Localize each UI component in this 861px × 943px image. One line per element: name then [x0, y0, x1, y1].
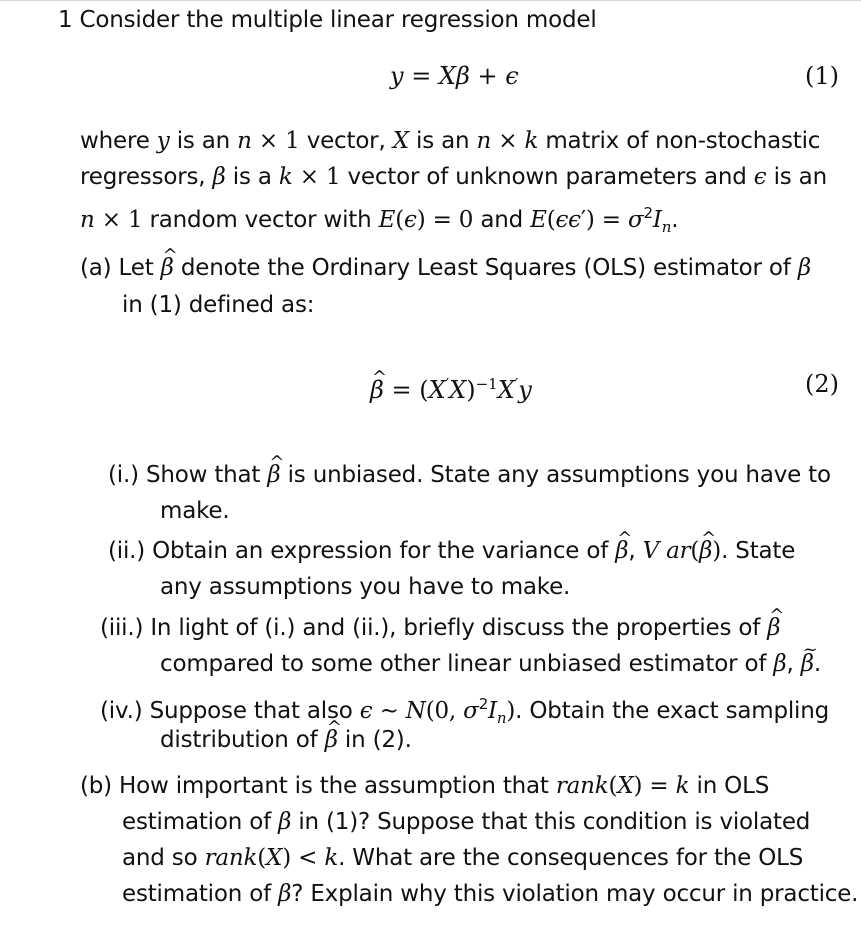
part-b-line-2: estimation of β in (1)? Suppose that this condition is violated: [122, 809, 811, 835]
part-b-line-3: and so rank(X) < k. What are the consequences for the OLS: [122, 845, 804, 871]
part-iv-line-1: (iv.) Suppose that also ϵ ∼ N(0, $\sigma^2I_n$). Obtain the exact sampling: [100, 695, 830, 727]
part-b-line-1: (b) How important is the assumption that rank(X) = k in OLS: [80, 773, 770, 799]
description-line-1: where y is an n × 1 vector, X is an n × k matrix of non-stochastic: [80, 128, 821, 154]
question-intro: 1 Consider the multiple linear regression model: [58, 7, 597, 33]
equation-1: y = Xβ + ϵ: [390, 62, 519, 90]
part-iv-line-2: distribution of ^ β in (2).: [160, 722, 412, 758]
part-i-line-1: (i.) Show that ^ β is unbiased. State any assumptions you have to: [108, 457, 831, 493]
equation-2: ^ $\beta = (X'X)^{-1}X'y$: [370, 366, 532, 408]
part-a-line-1: (a) Let ^ β denote the Ordinary Least Squares (OLS) estimator of β: [80, 250, 811, 286]
part-i-line-2: make.: [160, 498, 230, 524]
description-line-3: n × 1 random vector with E(ϵ) = 0 and $E(\epsilon\epsilon') = \sigma^2I_n$.: [80, 204, 679, 236]
equation-2-number: (2): [805, 370, 839, 398]
part-ii-line-2: any assumptions you have to make.: [160, 574, 571, 600]
part-iii-line-2: compared to some other linear unbiased estimator of β, ~ β.: [160, 646, 821, 682]
description-line-2: regressors, β is a k × 1 vector of unknown parameters and ϵ is an: [80, 164, 827, 190]
part-ii-line-1: (ii.) Obtain an expression for the variance of ^ β, V ar(^ β). State: [108, 533, 795, 569]
equation-1-number: (1): [805, 62, 839, 90]
part-iii-line-1: (iii.) In light of (i.) and (ii.), briefly discuss the properties of ^ β: [100, 610, 780, 646]
part-b-line-4: estimation of β? Explain why this violation may occur in practice.: [122, 881, 859, 907]
part-a-line-2: in (1) defined as:: [122, 292, 315, 318]
